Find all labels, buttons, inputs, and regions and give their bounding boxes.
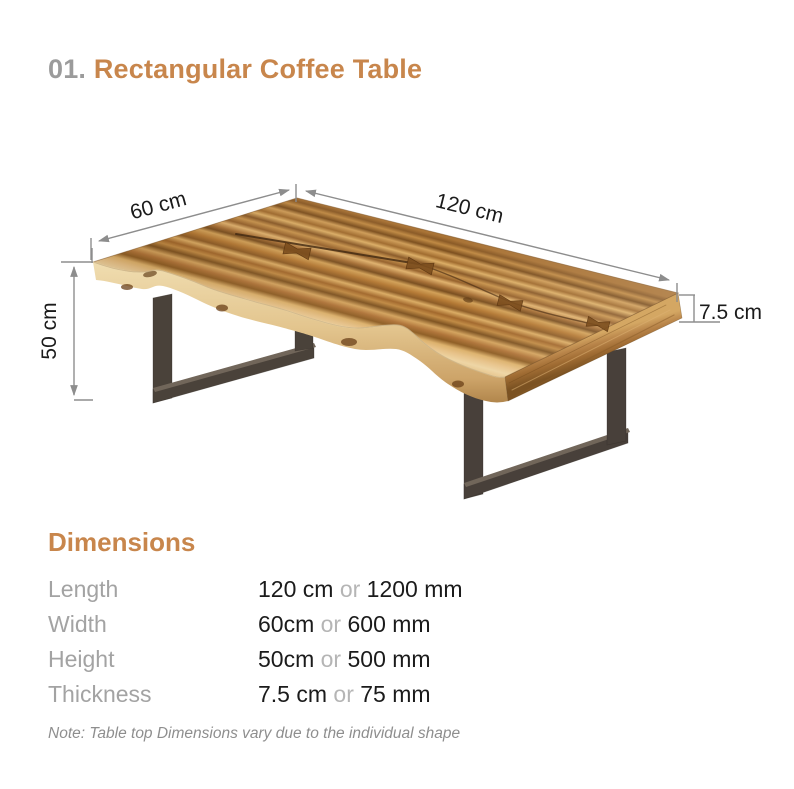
dimensions-section <box>48 527 463 712</box>
row-value-cm: 60cm <box>258 611 315 637</box>
row-value-mm: 75 mm <box>360 681 431 707</box>
row-value-cm: 120 cm <box>258 576 334 602</box>
title-text: Rectangular Coffee Table <box>93 54 423 84</box>
thickness-dimension-label: 7.5 cm <box>699 301 763 324</box>
length-dimension-label: 120 cm <box>433 189 506 229</box>
row-or-word: or <box>320 611 342 637</box>
row-value-mm: 500 mm <box>347 646 431 672</box>
left-leg-rail-top-face <box>153 343 316 392</box>
title-number: 01. <box>48 54 87 84</box>
row-or-word: or <box>333 681 354 707</box>
dimension-row-width <box>48 607 463 642</box>
dimensions-heading: Dimensions <box>48 527 196 557</box>
row-label: Thickness <box>48 681 152 707</box>
row-label: Height <box>48 646 115 672</box>
width-dimension-label: 60 cm <box>127 187 189 225</box>
row-or-word: or <box>339 576 361 602</box>
right-leg-rail-top-face <box>464 428 630 487</box>
row-value-mm: 1200 mm <box>366 576 463 602</box>
row-label: Width <box>48 611 107 637</box>
dimension-row-height <box>48 642 463 677</box>
footnote: Note: Table top Dimensions vary due to the individual shape <box>48 725 461 742</box>
table-top-slab <box>93 198 682 403</box>
row-label: Length <box>48 576 119 602</box>
row-or-word: or <box>320 646 342 672</box>
row-value-mm: 600 mm <box>347 611 431 637</box>
row-value-cm: 7.5 cm <box>258 681 328 707</box>
dimension-row-thickness <box>48 677 463 712</box>
dimension-row-length <box>48 572 463 607</box>
right-leg-rear-post <box>607 348 626 445</box>
height-dimension-label: 50 cm <box>38 302 61 360</box>
row-value-cm: 50cm <box>258 646 315 672</box>
